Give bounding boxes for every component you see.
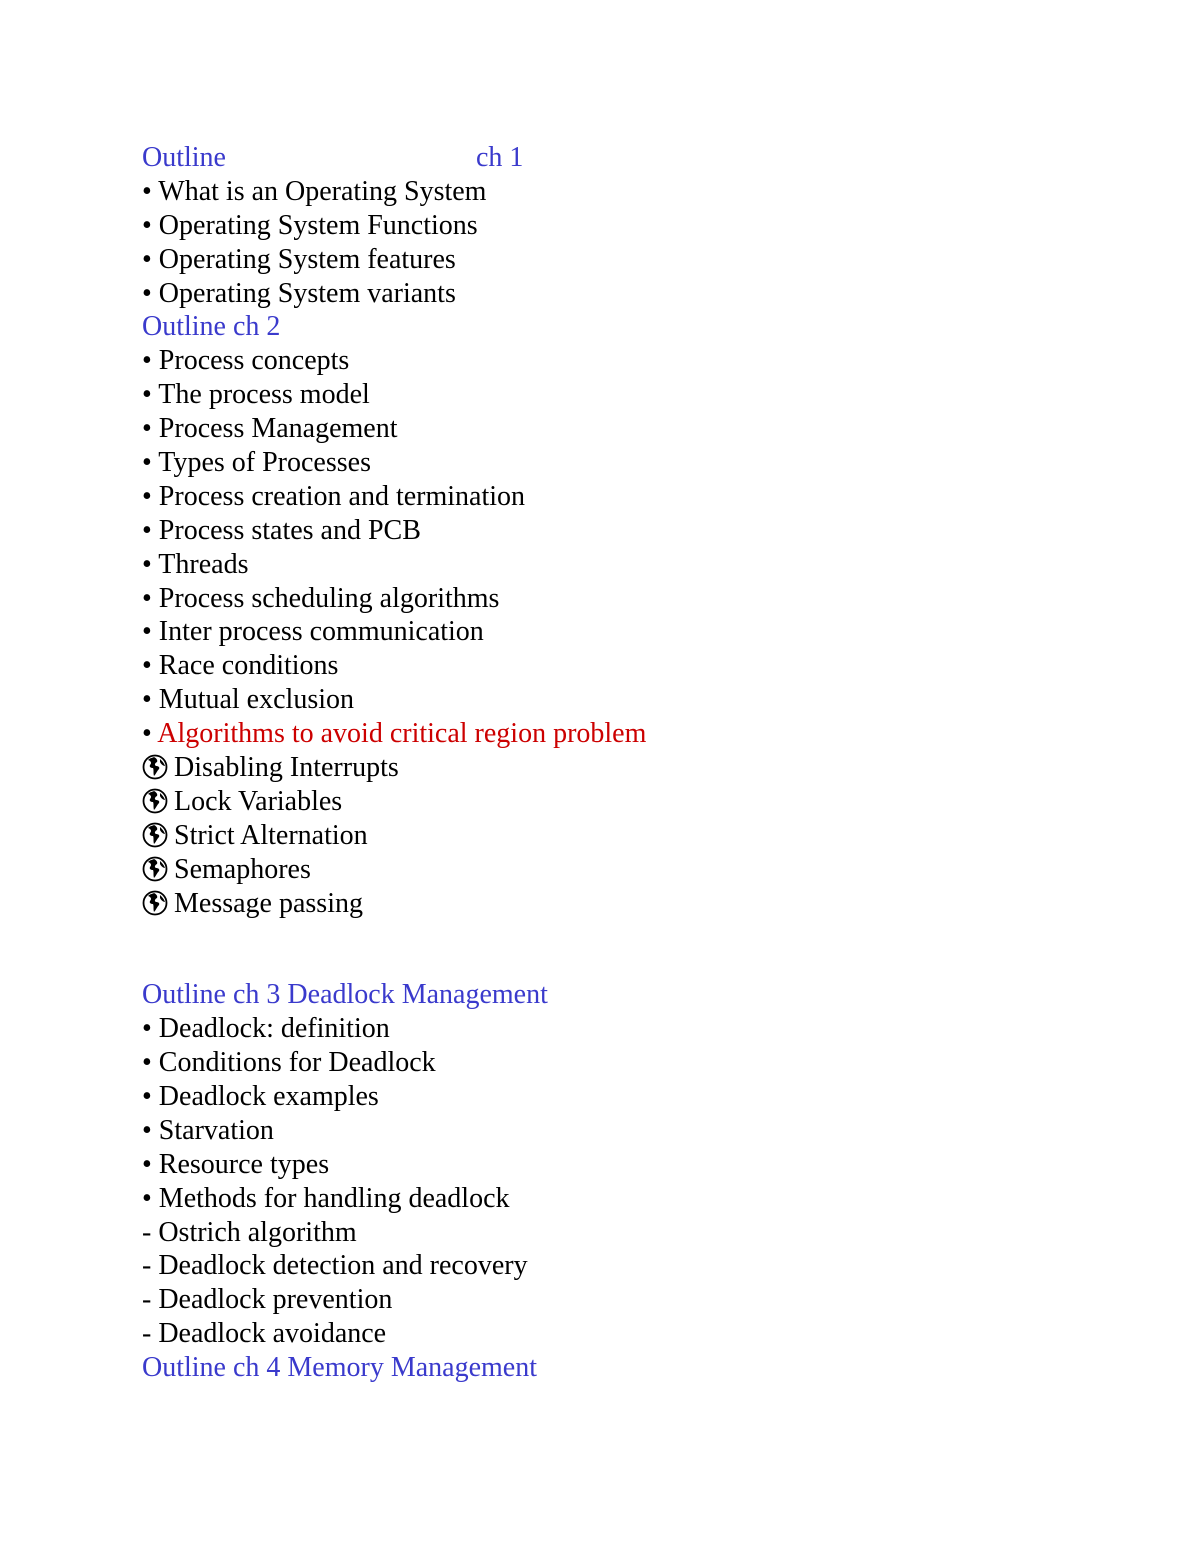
sub-list-item: [142, 785, 1122, 819]
list-item: • Process Management: [142, 413, 398, 445]
list-item: • Threads: [142, 548, 249, 580]
globe-icon: [142, 856, 168, 882]
sub-list-item: - Deadlock detection and recovery: [142, 1250, 528, 1282]
sub-list-text: Semaphores: [174, 853, 311, 885]
list-item: • Deadlock: definition: [142, 1013, 390, 1045]
list-item: • Methods for handling deadlock: [142, 1182, 510, 1214]
ch3-heading: Outline ch 3 Deadlock Management: [142, 979, 548, 1011]
outline-content: [142, 141, 1122, 1385]
list-item: • Types of Processes: [142, 447, 371, 479]
list-item: • Deadlock examples: [142, 1080, 379, 1112]
sub-list-item: [142, 853, 1122, 887]
globe-icon: [142, 822, 168, 848]
list-item: • Inter process communication: [142, 616, 484, 648]
ch1-heading-right: ch 1: [476, 142, 524, 173]
list-item: • Mutual exclusion: [142, 684, 354, 716]
ch2-heading: Outline ch 2: [142, 311, 281, 343]
sub-list-text: Strict Alternation: [174, 819, 368, 851]
sub-list-item: [142, 819, 1122, 853]
list-item: • The process model: [142, 379, 370, 411]
sub-list-text: Lock Variables: [174, 785, 343, 817]
list-item: • Operating System variants: [142, 277, 456, 309]
highlight-bullet: •: [142, 718, 152, 750]
sub-list-item: [142, 751, 1122, 785]
ch4-heading: Outline ch 4 Memory Management: [142, 1352, 538, 1384]
list-item: • Race conditions: [142, 650, 339, 682]
globe-icon: [142, 754, 168, 780]
sub-list-text: Disabling Interrupts: [174, 752, 399, 784]
sub-list-item: [142, 887, 1122, 921]
sub-list-item: - Deadlock prevention: [142, 1284, 393, 1316]
highlighted-list-item: [142, 717, 1122, 751]
list-item: • Operating System Functions: [142, 209, 478, 241]
list-item: • What is an Operating System: [142, 175, 487, 207]
list-item: • Process concepts: [142, 345, 350, 377]
sub-list-item: - Ostrich algorithm: [142, 1216, 357, 1248]
globe-icon: [142, 890, 168, 916]
highlight-text: Algorithms to avoid critical region problem: [157, 718, 647, 750]
list-item: • Operating System features: [142, 243, 456, 275]
list-item: • Conditions for Deadlock: [142, 1047, 436, 1079]
section-spacer: [142, 920, 1122, 978]
sub-list-text: Message passing: [174, 887, 363, 919]
list-item: • Process states and PCB: [142, 514, 421, 546]
ch1-heading-left: Outline: [142, 142, 226, 173]
list-item: • Starvation: [142, 1114, 274, 1146]
sub-list-item: - Deadlock avoidance: [142, 1318, 387, 1350]
list-item: • Process creation and termination: [142, 480, 526, 512]
list-item: • Resource types: [142, 1148, 330, 1180]
ch1-heading: [142, 141, 1122, 175]
globe-icon: [142, 788, 168, 814]
list-item: • Process scheduling algorithms: [142, 582, 500, 614]
